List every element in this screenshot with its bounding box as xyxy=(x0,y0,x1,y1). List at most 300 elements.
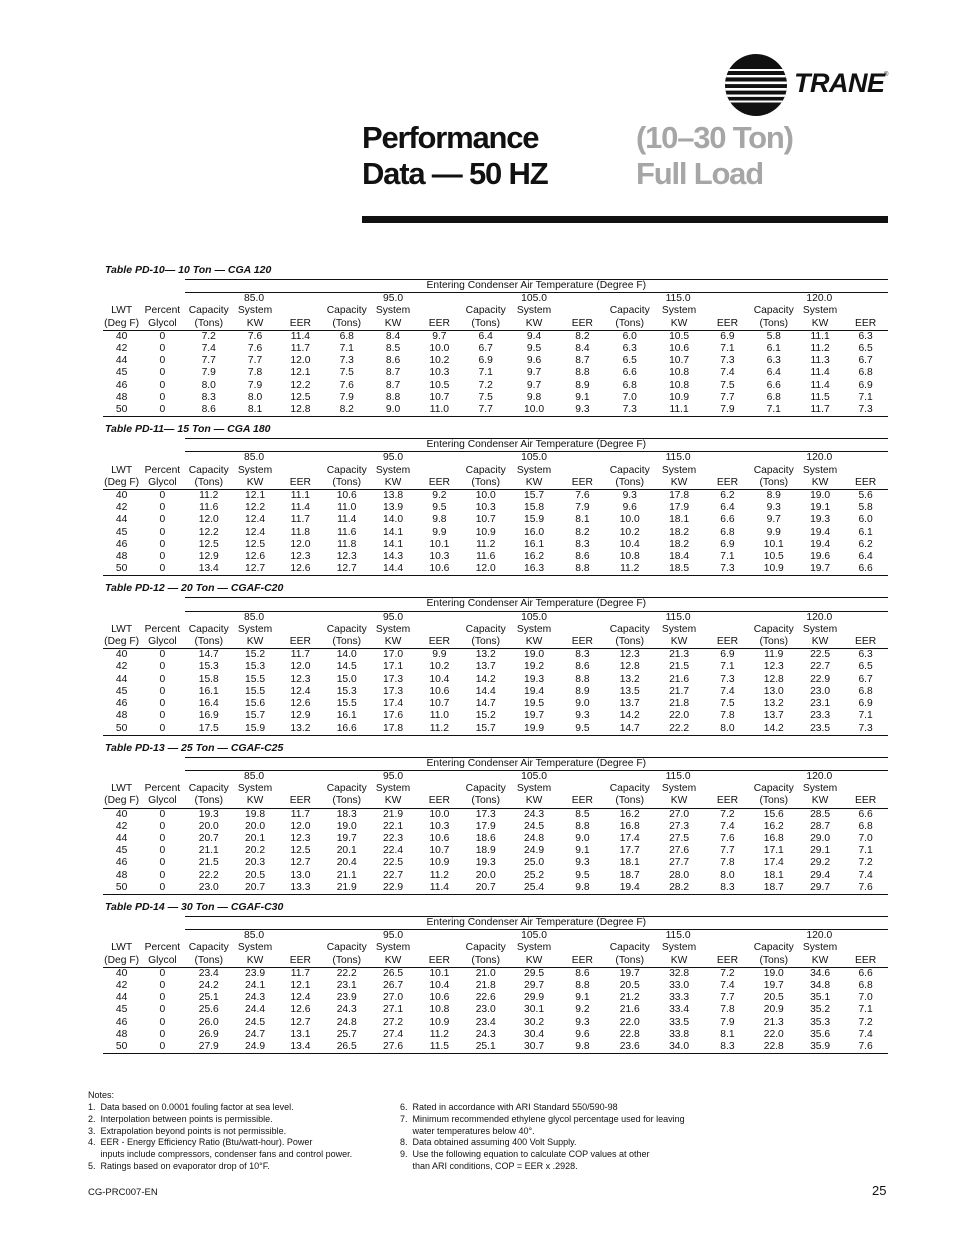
table-cell: 20.5 xyxy=(619,979,640,991)
table-cell: 11.4 xyxy=(290,502,311,514)
table-cell: 14.5 xyxy=(336,661,357,673)
temperature-header: 105.0 xyxy=(463,293,606,306)
table-cell: 15.7 xyxy=(245,710,266,722)
table-cell: 12.9 xyxy=(290,710,311,722)
table-cell: 7.4 xyxy=(858,869,873,881)
note-line: 8. Data obtained assuming 400 Volt Supply. xyxy=(400,1137,577,1148)
column-header: EER xyxy=(559,955,605,968)
note-line: 1. Data based on 0.0001 fouling factor at sea level. xyxy=(88,1102,294,1112)
column-header: KW xyxy=(797,318,843,331)
table-cell: 45 xyxy=(115,367,128,379)
column-header: (Deg F) xyxy=(104,476,140,488)
table-cell: 25.4 xyxy=(509,882,559,895)
table-cell: 7.6 xyxy=(843,1041,888,1054)
table-cell: 7.1 xyxy=(858,391,873,403)
table-cell: 12.6 xyxy=(277,563,323,576)
table-cell: 0 xyxy=(159,820,166,832)
table-cell: 7.9 xyxy=(575,502,590,514)
header-row xyxy=(103,611,888,624)
table-cell: 10.2 xyxy=(429,661,450,673)
table-cell: 26.9 xyxy=(198,1028,219,1040)
blank-cell xyxy=(277,305,323,317)
table-cell: 6.6 xyxy=(720,514,735,526)
table-cell: 28.2 xyxy=(654,882,704,895)
table-cell: 0 xyxy=(159,649,166,661)
temperature-header: 120.0 xyxy=(751,293,888,306)
column-header: KW xyxy=(797,636,843,649)
column-header: Capacity xyxy=(326,464,367,476)
table-cell: 17.1 xyxy=(763,845,784,857)
table-cell: 15.3 xyxy=(198,661,219,673)
table-cell: 12.8 xyxy=(619,661,640,673)
table-cell: 19.4 xyxy=(606,882,654,895)
column-header: System xyxy=(237,783,273,795)
table-cell: 13.4 xyxy=(185,563,233,576)
table-cell: 24.3 xyxy=(524,808,545,820)
column-header: Percent xyxy=(144,783,181,795)
column-header: KW xyxy=(233,477,277,490)
table-cell: 8.3 xyxy=(704,882,750,895)
table-cell: 7.9 xyxy=(339,391,354,403)
table-cell: 8.8 xyxy=(575,820,590,832)
table-cell: 21.9 xyxy=(383,808,404,820)
column-header: (Tons) xyxy=(185,955,233,968)
table-cell: 7.9 xyxy=(247,379,263,391)
column-header: (Tons) xyxy=(324,477,370,490)
table-cell: 6.8 xyxy=(766,391,781,403)
table-cell: 50 xyxy=(103,404,140,417)
table-cell: 14.2 xyxy=(475,673,496,685)
table-row xyxy=(103,514,888,526)
blank-cell xyxy=(103,757,185,770)
table-cell: 20.3 xyxy=(245,857,266,869)
performance-table xyxy=(103,279,888,417)
table-cell: 11.5 xyxy=(810,391,830,403)
table-cell: 13.2 xyxy=(763,698,784,710)
table-row xyxy=(103,367,888,379)
header-row xyxy=(103,477,888,490)
table-cell: 12.3 xyxy=(619,649,640,661)
table-cell: 15.8 xyxy=(198,673,219,685)
column-header: KW xyxy=(370,318,416,331)
column-header: KW xyxy=(509,318,559,331)
table-cell: 8.3 xyxy=(704,1041,750,1054)
table-cell: 23.9 xyxy=(245,967,266,979)
table-cell: 11.2 xyxy=(416,723,462,736)
table-cell: 10.7 xyxy=(475,514,496,526)
column-header: Percent xyxy=(144,623,181,635)
table-cell: 6.0 xyxy=(622,330,637,342)
table-cell: 11.4 xyxy=(416,882,462,895)
column-header: KW xyxy=(509,795,559,808)
table-cell: 8.9 xyxy=(766,490,781,502)
table-cell: 6.3 xyxy=(766,355,781,367)
table-cell: 12.6 xyxy=(245,551,266,563)
table-cell: 10.3 xyxy=(475,502,496,514)
table-cell: 46 xyxy=(115,379,128,391)
table-cell: 6.7 xyxy=(858,355,873,367)
column-header: (Tons) xyxy=(751,636,797,649)
table-cell: 7.6 xyxy=(339,379,354,391)
table-cell: 0 xyxy=(159,1028,166,1040)
table-cell: 0 xyxy=(159,1016,166,1028)
table-cell: 19.8 xyxy=(245,808,266,820)
table-cell: 20.7 xyxy=(463,882,509,895)
table-cell: 12.4 xyxy=(245,526,266,538)
table-cell: 12.7 xyxy=(290,857,311,869)
table-cell: 23.4 xyxy=(198,967,219,979)
table-cell: 16.4 xyxy=(198,698,219,710)
table-cell: 9.7 xyxy=(766,514,781,526)
notes-column-1 xyxy=(88,1102,398,1173)
table-cell: 16.9 xyxy=(198,710,219,722)
table-cell: 0 xyxy=(159,698,166,710)
header-row xyxy=(103,930,888,943)
table-cell: 25.1 xyxy=(463,1041,509,1054)
table-cell: 15.9 xyxy=(233,723,277,736)
table-cell: 6.6 xyxy=(766,379,781,391)
table-cell: 17.4 xyxy=(383,698,404,710)
table-cell: 8.1 xyxy=(720,1028,735,1040)
table-cell: 34.8 xyxy=(810,979,831,991)
table-cell: 9.2 xyxy=(575,1004,590,1016)
table-cell: 7.1 xyxy=(339,343,354,355)
table-cell: 17.6 xyxy=(383,710,404,722)
table-row xyxy=(103,992,888,1004)
table-cell: 7.8 xyxy=(720,1004,735,1016)
table-cell: 0 xyxy=(159,979,166,991)
table-cell: 11.7 xyxy=(290,967,311,979)
table-cell: 12.0 xyxy=(290,661,311,673)
table-cell: 6.6 xyxy=(858,967,873,979)
column-header: EER xyxy=(559,795,605,808)
table-cell: 10.6 xyxy=(416,563,462,576)
table-cell: 29.9 xyxy=(524,992,545,1004)
column-header: EER xyxy=(559,636,605,649)
note-line: 4. EER - Energy Efficiency Ratio (Btu/watt-hour). Power xyxy=(88,1137,313,1148)
table-cell: 35.1 xyxy=(810,992,831,1004)
table-cell: 25.6 xyxy=(198,1004,219,1016)
table-cell: 29.7 xyxy=(524,979,545,991)
table-cell: 40 xyxy=(115,967,128,979)
table-cell: 21.9 xyxy=(324,882,370,895)
table-cell: 24.3 xyxy=(475,1028,496,1040)
table-cell: 14.1 xyxy=(383,526,404,538)
table-cell: 11.2 xyxy=(476,538,496,550)
column-header: (Tons) xyxy=(751,955,797,968)
table-cell: 6.3 xyxy=(858,649,873,661)
subtitle-line-1: (10–30 Ton) xyxy=(636,120,793,155)
table-cell: 12.8 xyxy=(277,404,323,417)
table-cell: 18.3 xyxy=(336,808,357,820)
table-cell: 9.1 xyxy=(575,845,590,857)
table-cell: 14.7 xyxy=(475,698,496,710)
svg-text:®: ® xyxy=(884,72,889,78)
table-cell: 42 xyxy=(115,820,128,832)
table-cell: 7.5 xyxy=(478,391,493,403)
temperature-header: 115.0 xyxy=(606,930,751,943)
table-cell: 10.1 xyxy=(429,967,450,979)
table-cell: 6.2 xyxy=(720,490,735,502)
column-header: KW xyxy=(370,795,416,808)
column-header: KW xyxy=(654,318,704,331)
column-header: System xyxy=(802,305,838,317)
header-row xyxy=(103,795,888,808)
table-row xyxy=(103,857,888,869)
table-cell: 28.7 xyxy=(810,820,831,832)
table-cell: 40 xyxy=(115,330,128,342)
table-cell: 9.0 xyxy=(370,404,416,417)
table-cell: 12.0 xyxy=(290,820,311,832)
table-cell: 10.7 xyxy=(429,845,450,857)
table-cell: 17.5 xyxy=(185,723,233,736)
table-cell: 0 xyxy=(159,857,166,869)
column-header: Capacity xyxy=(188,783,229,795)
column-header: Capacity xyxy=(465,942,506,954)
column-header: System xyxy=(802,942,838,954)
entering-condenser-header: Entering Condenser Air Temperature (Degree F) xyxy=(185,280,888,293)
blank-cell xyxy=(559,783,605,795)
table-cell: 8.6 xyxy=(575,661,590,673)
performance-tables xyxy=(103,262,888,1058)
table-cell: 6.5 xyxy=(622,355,637,367)
table-cell: 27.4 xyxy=(383,1028,404,1040)
header-row xyxy=(103,598,888,611)
column-header: (Tons) xyxy=(606,477,654,490)
column-header: System xyxy=(237,942,273,954)
table-cell: 6.3 xyxy=(622,343,637,355)
table-cell: 12.1 xyxy=(245,490,266,502)
column-header: (Tons) xyxy=(324,318,370,331)
table-cell: 7.4 xyxy=(201,343,216,355)
note-line: 9. Use the following equation to calculate COP values at other xyxy=(400,1149,650,1160)
table-cell: 14.2 xyxy=(751,723,797,736)
table-cell: 10.3 xyxy=(429,820,450,832)
table-cell: 11.8 xyxy=(337,538,357,550)
table-cell: 22.0 xyxy=(669,710,690,722)
table-cell: 17.1 xyxy=(383,661,404,673)
table-cell: 7.0 xyxy=(858,832,873,844)
table-cell: 16.0 xyxy=(524,526,545,538)
column-header: Capacity xyxy=(326,783,367,795)
table-cell: 6.5 xyxy=(858,661,873,673)
column-header: System xyxy=(661,464,697,476)
table-cell: 11.2 xyxy=(810,343,830,355)
table-cell: 26.7 xyxy=(383,979,404,991)
table-row xyxy=(103,490,888,503)
table-cell: 6.4 xyxy=(478,330,493,342)
table-cell: 21.6 xyxy=(669,673,690,685)
table-cell: 13.7 xyxy=(763,710,784,722)
column-header: Capacity xyxy=(609,305,650,317)
table-cell: 19.0 xyxy=(336,820,357,832)
table-cell: 14.2 xyxy=(619,710,640,722)
table-cell: 22.1 xyxy=(383,820,404,832)
table-cell: 19.7 xyxy=(763,979,784,991)
table-cell: 21.0 xyxy=(475,967,496,979)
table-cell: 17.4 xyxy=(763,857,784,869)
table-cell: 21.5 xyxy=(669,661,690,673)
table-cell: 19.2 xyxy=(524,661,545,673)
table-row xyxy=(103,967,888,980)
table-cell: 11.6 xyxy=(199,502,219,514)
column-header: System xyxy=(802,623,838,635)
table-cell: 9.9 xyxy=(432,526,447,538)
table-cell: 29.5 xyxy=(524,967,545,979)
table-cell: 7.8 xyxy=(247,367,263,379)
table-cell: 8.8 xyxy=(575,673,590,685)
table-cell: 33.5 xyxy=(669,1016,690,1028)
column-header: Capacity xyxy=(188,942,229,954)
table-cell: 5.8 xyxy=(858,502,873,514)
table-cell: 7.2 xyxy=(201,330,216,342)
column-header: System xyxy=(802,464,838,476)
blank-cell xyxy=(704,305,750,317)
column-header: KW xyxy=(233,636,277,649)
table-cell: 33.0 xyxy=(669,979,690,991)
table-cell: 12.7 xyxy=(324,563,370,576)
table-cell: 21.8 xyxy=(669,698,690,710)
table-row xyxy=(103,723,888,736)
table-row xyxy=(103,330,888,343)
table-row xyxy=(103,649,888,662)
table-cell: 33.4 xyxy=(669,1004,690,1016)
table-cell: 17.0 xyxy=(383,649,404,661)
column-header: Capacity xyxy=(465,464,506,476)
table-cell: 9.9 xyxy=(432,649,447,661)
table-cell: 9.3 xyxy=(575,1016,590,1028)
table-cell: 9.5 xyxy=(432,502,447,514)
table-cell: 15.2 xyxy=(245,649,266,661)
table-cell: 25.1 xyxy=(198,992,219,1004)
table-cell: 10.5 xyxy=(763,551,784,563)
table-cell: 25.7 xyxy=(336,1028,357,1040)
table-cell: 11.6 xyxy=(476,551,496,563)
column-header: System xyxy=(375,942,411,954)
blank-cell xyxy=(416,465,462,477)
blank-cell xyxy=(103,439,185,452)
column-header: (Tons) xyxy=(463,318,509,331)
column-header: EER xyxy=(843,795,888,808)
column-header: Capacity xyxy=(188,623,229,635)
header-row xyxy=(103,916,888,929)
table-cell: 11.0 xyxy=(337,502,357,514)
table-cell: 48 xyxy=(115,710,128,722)
column-header: Percent xyxy=(144,942,181,954)
table-cell: 5.8 xyxy=(766,330,781,342)
table-cell: 50 xyxy=(103,723,140,736)
blank-cell xyxy=(416,783,462,795)
table-cell: 6.8 xyxy=(858,367,873,379)
table-cell: 22.0 xyxy=(763,1028,784,1040)
table-row xyxy=(103,392,888,404)
note-line: 6. Rated in accordance with ARI Standard 550/590-98 xyxy=(400,1102,618,1112)
column-header: (Deg F) xyxy=(104,954,140,966)
table-cell: 10.7 xyxy=(429,391,450,403)
table-cell: 11.4 xyxy=(337,514,357,526)
table-cell: 12.3 xyxy=(290,832,311,844)
table-row xyxy=(103,821,888,833)
table-cell: 27.2 xyxy=(383,1016,404,1028)
table-cell: 6.6 xyxy=(843,563,888,576)
header-row xyxy=(103,636,888,649)
table-cell: 7.1 xyxy=(720,551,735,563)
column-header: KW xyxy=(797,955,843,968)
table-cell: 23.6 xyxy=(606,1041,654,1054)
table-row xyxy=(103,870,888,882)
column-header: Capacity xyxy=(753,783,794,795)
table-cell: 13.8 xyxy=(383,490,404,502)
table-cell: 14.0 xyxy=(336,649,357,661)
table-cell: 15.3 xyxy=(245,661,266,673)
table-row xyxy=(103,808,888,821)
table-cell: 20.1 xyxy=(336,845,357,857)
column-header: (Tons) xyxy=(751,477,797,490)
table-cell: 9.7 xyxy=(526,367,542,379)
column-header: (Deg F) xyxy=(104,795,140,807)
table-cell: 0 xyxy=(159,1004,166,1016)
table-cell: 18.2 xyxy=(669,538,690,550)
column-header: EER xyxy=(277,636,323,649)
performance-table xyxy=(103,916,888,1054)
table-cell: 7.3 xyxy=(843,723,888,736)
blank-cell xyxy=(103,598,185,611)
column-header: System xyxy=(661,623,697,635)
table-cell: 14.7 xyxy=(606,723,654,736)
note-line: 2. Interpolation between points is permissible. xyxy=(88,1113,273,1124)
table-cell: 19.5 xyxy=(524,698,545,710)
table-row xyxy=(103,698,888,710)
column-header: System xyxy=(516,623,552,635)
table-cell: 13.2 xyxy=(277,723,323,736)
table-cell: 6.4 xyxy=(720,502,735,514)
table-cell: 0 xyxy=(140,882,184,895)
table-cell: 12.5 xyxy=(198,538,219,550)
table-cell: 12.8 xyxy=(763,673,784,685)
table-cell: 9.9 xyxy=(766,526,781,538)
column-header: EER xyxy=(277,318,323,331)
header-row xyxy=(103,280,888,293)
table-cell: 30.1 xyxy=(524,1004,545,1016)
table-cell: 10.6 xyxy=(429,685,450,697)
column-header: Capacity xyxy=(326,305,367,317)
table-cell: 10.9 xyxy=(669,391,690,403)
table-cell: 7.9 xyxy=(720,1016,735,1028)
column-header: KW xyxy=(509,477,559,490)
temperature-header: 85.0 xyxy=(185,452,324,465)
entering-condenser-header: Entering Condenser Air Temperature (Degree F) xyxy=(185,439,888,452)
table-cell: 10.4 xyxy=(429,673,450,685)
column-header: System xyxy=(237,305,273,317)
table-cell: 8.2 xyxy=(575,330,590,342)
table-cell: 10.0 xyxy=(429,808,450,820)
temperature-header: 95.0 xyxy=(324,770,463,783)
table-cell: 24.4 xyxy=(245,1004,266,1016)
performance-table xyxy=(103,757,888,895)
table-cell: 20.1 xyxy=(245,832,266,844)
table-cell: 46 xyxy=(115,538,128,550)
table-cell: 11.0 xyxy=(416,404,462,417)
column-header: EER xyxy=(416,955,462,968)
table-cell: 25.2 xyxy=(524,869,545,881)
column-header: EER xyxy=(704,955,750,968)
column-header: LWT xyxy=(111,305,133,317)
table-cell: 44 xyxy=(115,992,128,1004)
column-header: Capacity xyxy=(753,464,794,476)
table-cell: 16.1 xyxy=(524,538,545,550)
column-header: Capacity xyxy=(609,623,650,635)
blank-cell xyxy=(843,624,888,636)
